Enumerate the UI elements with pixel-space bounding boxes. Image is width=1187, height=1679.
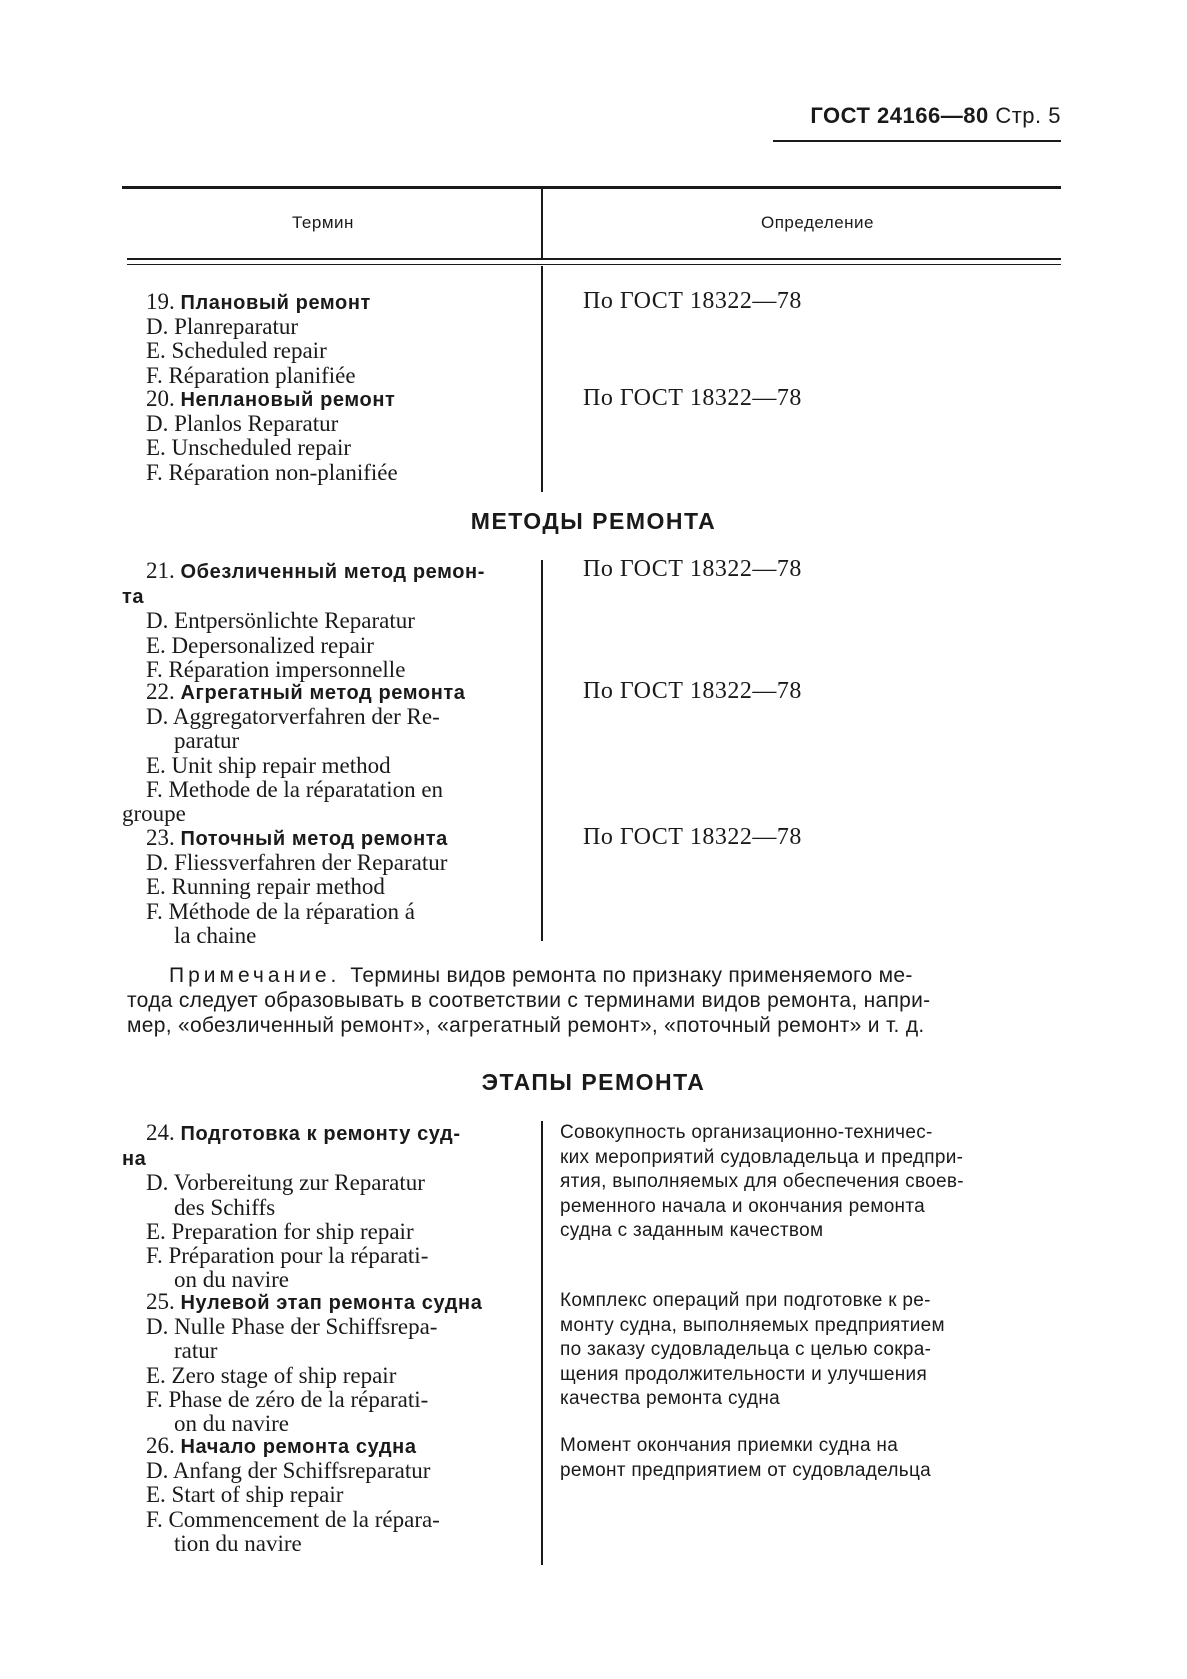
definition-26 xyxy=(560,1434,1062,1483)
term-french: F. Methode de la réparatation en xyxy=(146,776,444,802)
term-english: E. Scheduled repair xyxy=(146,338,327,364)
term-number: 24. xyxy=(146,1120,175,1145)
definition-line: Комплекс операций при подготовке к ре- xyxy=(560,1290,931,1311)
term-german: D. Fliessverfahren der Reparatur xyxy=(146,850,448,876)
note-line-1: Термины видов ремонта по признаку применяемого ме- xyxy=(350,964,913,987)
term-entry-19 xyxy=(146,290,522,388)
term-russian: Поточный метод ремонта xyxy=(180,828,448,850)
term-russian: Нулевой этап ремонта судна xyxy=(180,1292,483,1314)
definition-reference: По ГОСТ 18322—78 xyxy=(583,288,802,314)
term-english: E. Depersonalized repair xyxy=(146,632,374,658)
page-header xyxy=(810,103,1061,129)
definition-line: ремонт предприятием от судовладельца xyxy=(560,1459,932,1481)
note-label: Примечание. xyxy=(169,964,341,987)
term-number: 25. xyxy=(146,1289,175,1314)
column-divider xyxy=(541,188,543,258)
term-german: D. Entpersönlichte Reparatur xyxy=(146,608,415,634)
term-french: F. Réparation planifiée xyxy=(146,362,356,388)
term-number: 21. xyxy=(146,558,175,583)
term-entry-26 xyxy=(146,1434,522,1556)
definition-line: по заказу судовладельца с целью сокра- xyxy=(560,1339,932,1361)
definition-line: щения продолжительности и улучшения xyxy=(560,1363,928,1385)
term-russian: Неплановый ремонт xyxy=(180,389,396,411)
term-entry-24 xyxy=(122,1120,522,1293)
definition-25 xyxy=(560,1289,1062,1412)
term-english: E. Unscheduled repair xyxy=(146,435,352,461)
column-divider xyxy=(541,560,543,941)
definition-line: ятия, выполняемых для обеспечения своев- xyxy=(560,1171,964,1193)
term-french: F. Commencement de la répara- xyxy=(146,1506,440,1532)
term-entry-25 xyxy=(146,1290,522,1436)
column-divider xyxy=(541,1121,543,1565)
definition-line: Момент окончания приемки судна на xyxy=(560,1435,899,1456)
term-german-continued: paratur xyxy=(174,728,240,754)
term-english: E. Zero stage of ship repair xyxy=(146,1362,397,1388)
term-french: F. Réparation non-planifiée xyxy=(146,459,398,485)
term-french: F. Réparation impersonnelle xyxy=(146,656,406,682)
term-german: D. Nulle Phase der Schiffsrepa- xyxy=(146,1314,438,1340)
term-german-continued: ratur xyxy=(174,1338,218,1364)
page-number: Стр. 5 xyxy=(995,103,1061,128)
note-paragraph xyxy=(127,963,1062,1038)
definition-reference: По ГОСТ 18322—78 xyxy=(583,824,802,850)
term-russian: Начало ремонта судна xyxy=(180,1436,417,1458)
term-russian: Подготовка к ремонту суд- xyxy=(180,1123,461,1145)
term-russian-continued: на xyxy=(122,1148,147,1171)
term-german: D. Vorbereitung zur Reparatur xyxy=(146,1170,425,1196)
definition-line: качества ремонта судна xyxy=(560,1388,780,1410)
definition-line: ких мероприятий судовладельца и предпри- xyxy=(560,1146,964,1168)
term-entry-22 xyxy=(122,679,522,827)
term-french: F. Préparation pour la réparati- xyxy=(146,1243,429,1269)
term-number: 20. xyxy=(146,386,175,411)
term-english: E. Preparation for ship repair xyxy=(146,1218,414,1244)
term-number: 19. xyxy=(146,289,175,314)
term-entry-20 xyxy=(146,387,522,485)
term-number: 26. xyxy=(146,1433,175,1458)
term-french-continued: groupe xyxy=(122,801,186,827)
term-number: 23. xyxy=(146,825,175,850)
column-header-definition: Определение xyxy=(761,213,874,232)
term-english: E. Start of ship repair xyxy=(146,1482,344,1508)
header-rule xyxy=(773,140,1061,142)
term-russian: Плановый ремонт xyxy=(180,292,371,314)
term-entry-21 xyxy=(122,558,522,682)
term-french: F. Méthode de la réparation á xyxy=(146,898,415,924)
column-divider xyxy=(541,266,543,492)
term-english: E. Unit ship repair method xyxy=(146,752,391,778)
definition-reference: По ГОСТ 18322—78 xyxy=(583,678,802,704)
column-header-term: Термин xyxy=(292,213,354,232)
term-russian-continued: та xyxy=(122,586,145,609)
term-russian: Агрегатный метод ремонта xyxy=(180,682,466,704)
term-german: D. Planreparatur xyxy=(146,314,298,340)
term-french-continued: tion du navire xyxy=(174,1530,302,1556)
section-title-methods: МЕТОДЫ РЕМОНТА xyxy=(470,508,717,534)
definition-reference: По ГОСТ 18322—78 xyxy=(583,385,802,411)
table-top-rule xyxy=(122,186,1061,189)
standard-number: ГОСТ 24166—80 xyxy=(810,103,989,128)
term-french: F. Phase de zéro de la réparati- xyxy=(146,1386,429,1412)
definition-line: ременного начала и окончания ремонта xyxy=(560,1195,926,1217)
term-entry-23 xyxy=(146,826,522,948)
term-german: D. Anfang der Schiffsreparatur xyxy=(146,1458,431,1484)
definition-line: Совокупность организационно-техничес- xyxy=(560,1122,933,1143)
header-double-rule-second xyxy=(127,264,1061,265)
definition-24 xyxy=(560,1121,1062,1244)
term-english: E. Running repair method xyxy=(146,874,385,900)
term-german: D. Planlos Reparatur xyxy=(146,411,339,437)
note-line-3: мер, «обезличенный ремонт», «агрегатный ремонт», «поточный ремонт» и т. д. xyxy=(127,1014,925,1037)
section-title-stages: ЭТАПЫ РЕМОНТА xyxy=(481,1069,706,1095)
definition-line: судна с заданным качеством xyxy=(560,1220,824,1242)
definition-line: монту судна, выполняемых предприятием xyxy=(560,1314,945,1336)
term-russian: Обезличенный метод ремон- xyxy=(180,561,485,583)
term-french-continued: on du navire xyxy=(174,1267,289,1293)
term-german-continued: des Schiffs xyxy=(174,1194,276,1220)
term-french-continued: on du navire xyxy=(174,1411,289,1437)
note-line-2: тода следует образовывать в соответствии с терминами видов ремонта, напри- xyxy=(127,989,931,1012)
definition-reference: По ГОСТ 18322—78 xyxy=(583,556,802,582)
header-double-rule xyxy=(127,258,1061,260)
term-number: 22. xyxy=(146,679,175,704)
term-german: D. Aggregatorverfahren der Re- xyxy=(146,704,440,730)
term-french-continued: la chaine xyxy=(174,922,257,948)
